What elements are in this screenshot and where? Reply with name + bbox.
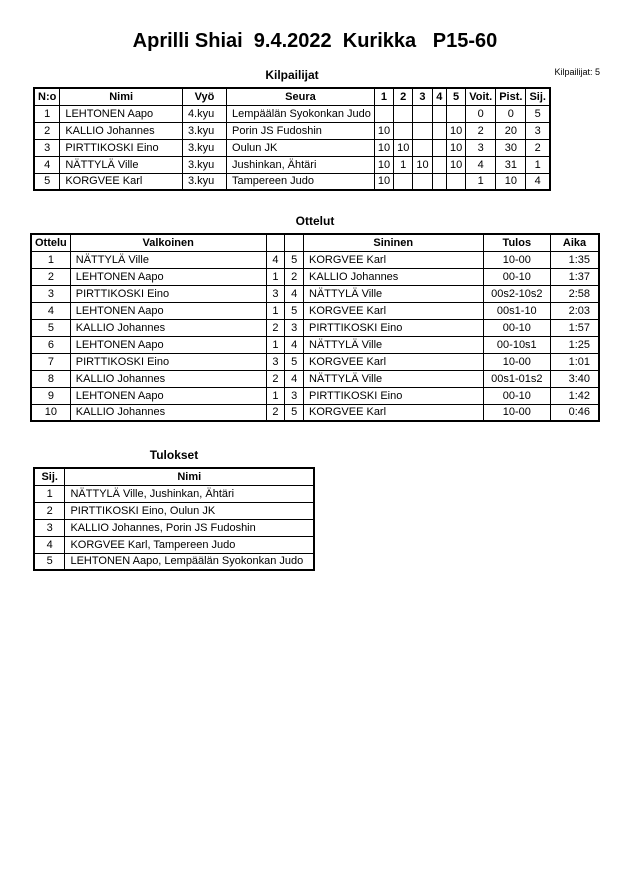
table-cell: 2 [266, 319, 285, 336]
col-header-nimi: Nimi [65, 468, 314, 485]
table-cell [432, 156, 446, 173]
table-cell: 1 [266, 336, 285, 353]
table-cell: 3 [34, 139, 60, 156]
table-cell: 10 [446, 139, 465, 156]
table-cell: NÄTTYLÄ Ville [70, 251, 266, 268]
table-cell: 10 [374, 173, 393, 190]
table-cell: 00s2-10s2 [483, 285, 551, 302]
table-cell: LEHTONEN Aapo [60, 105, 183, 122]
table-row [31, 353, 599, 370]
table-cell: KORGVEE Karl [304, 353, 484, 370]
table-cell: KALLIO Johannes [70, 370, 266, 387]
table-cell: 4 [526, 173, 550, 190]
table-row [31, 285, 599, 302]
tulokset-table-body [34, 485, 314, 570]
table-cell [413, 122, 432, 139]
kilpailijat-table-body [34, 105, 550, 190]
competitors-count-label: Kilpailijat: 5 [554, 67, 600, 77]
table-cell: 4 [285, 336, 304, 353]
table-row [31, 302, 599, 319]
table-cell: 2 [266, 404, 285, 421]
tulokset-table-header [34, 468, 314, 485]
table-cell: 10 [374, 156, 393, 173]
section-tulokset [33, 448, 315, 571]
col-header-sij: Sij. [526, 88, 550, 105]
table-cell: 3.kyu [182, 173, 226, 190]
table-cell: NÄTTYLÄ Ville [304, 370, 484, 387]
table-cell: 3:40 [551, 370, 599, 387]
table-cell: LEHTONEN Aapo [70, 387, 266, 404]
table-cell: KORGVEE Karl [60, 173, 183, 190]
table-cell: 4 [266, 251, 285, 268]
col-header-white-no [266, 234, 285, 251]
kilpailijat-table [33, 87, 551, 191]
table-cell: KORGVEE Karl [304, 251, 484, 268]
table-cell: 00-10s1 [483, 336, 551, 353]
table-cell: KORGVEE Karl [304, 302, 484, 319]
table-row [31, 319, 599, 336]
table-cell: 10 [31, 404, 70, 421]
table-cell: 2 [285, 268, 304, 285]
table-cell: 5 [31, 319, 70, 336]
table-cell: KORGVEE Karl, Tampereen Judo [65, 536, 314, 553]
table-row [31, 336, 599, 353]
table-cell: 2 [526, 139, 550, 156]
ottelut-heading: Ottelut [295, 214, 335, 228]
section-kilpailijat [33, 68, 551, 191]
table-row [31, 268, 599, 285]
table-cell: PIRTTIKOSKI Eino [70, 353, 266, 370]
table-cell: 1 [34, 485, 65, 502]
table-cell: 1:01 [551, 353, 599, 370]
table-cell: 4 [34, 536, 65, 553]
table-cell: Jushinkan, Ähtäri [227, 156, 375, 173]
table-row [31, 404, 599, 421]
table-cell: 3 [285, 319, 304, 336]
table-row [34, 485, 314, 502]
table-cell: 1 [266, 268, 285, 285]
col-header-2: 2 [394, 88, 413, 105]
table-cell: 1 [466, 173, 496, 190]
table-cell [446, 173, 465, 190]
table-row [34, 156, 550, 173]
col-header-vyo: Vyö [182, 88, 226, 105]
header-row [31, 234, 599, 251]
table-cell: NÄTTYLÄ Ville [60, 156, 183, 173]
col-header-seura: Seura [227, 88, 375, 105]
table-cell: 4 [34, 156, 60, 173]
col-header-sininen: Sininen [304, 234, 484, 251]
table-row [34, 105, 550, 122]
table-cell: 8 [31, 370, 70, 387]
table-cell: 4.kyu [182, 105, 226, 122]
table-cell: 4 [466, 156, 496, 173]
table-cell [394, 173, 413, 190]
col-header-blue-no [285, 234, 304, 251]
table-cell: LEHTONEN Aapo, Lempäälän Syokonkan Judo [65, 553, 314, 570]
table-row [34, 502, 314, 519]
table-cell [432, 173, 446, 190]
table-cell: 5 [285, 251, 304, 268]
table-cell: 0 [496, 105, 526, 122]
table-cell: 4 [285, 370, 304, 387]
table-cell: 2 [466, 122, 496, 139]
table-cell: NÄTTYLÄ Ville, Jushinkan, Ähtäri [65, 485, 314, 502]
table-cell [413, 139, 432, 156]
table-cell: 10 [413, 156, 432, 173]
table-row [34, 139, 550, 156]
table-cell: 7 [31, 353, 70, 370]
table-cell [432, 122, 446, 139]
table-cell [394, 105, 413, 122]
table-row [34, 519, 314, 536]
table-cell: 3 [266, 285, 285, 302]
col-header-aika: Aika [551, 234, 599, 251]
table-cell: 6 [31, 336, 70, 353]
table-cell: 00-10 [483, 387, 551, 404]
table-cell: 5 [34, 553, 65, 570]
table-cell: LEHTONEN Aapo [70, 302, 266, 319]
table-cell: 1 [394, 156, 413, 173]
kilpailijat-table-header [34, 88, 550, 105]
table-cell [394, 122, 413, 139]
table-cell: PIRTTIKOSKI Eino, Oulun JK [65, 502, 314, 519]
header-row [34, 88, 550, 105]
table-cell: 2:58 [551, 285, 599, 302]
table-cell: 3 [285, 387, 304, 404]
table-cell: PIRTTIKOSKI Eino [304, 319, 484, 336]
table-cell: Oulun JK [227, 139, 375, 156]
table-cell: 00-10 [483, 319, 551, 336]
table-cell: 10 [394, 139, 413, 156]
ottelut-table [30, 233, 600, 422]
table-cell: NÄTTYLÄ Ville [304, 285, 484, 302]
table-cell: 5 [285, 302, 304, 319]
table-cell: Porin JS Fudoshin [227, 122, 375, 139]
table-cell: Tampereen Judo [227, 173, 375, 190]
table-cell: 10-00 [483, 353, 551, 370]
table-row [31, 370, 599, 387]
col-header-tulos: Tulos [483, 234, 551, 251]
table-cell: 00s1-01s2 [483, 370, 551, 387]
table-cell: 31 [496, 156, 526, 173]
tulokset-heading: Tulokset [149, 448, 199, 462]
header-row [34, 468, 314, 485]
table-cell: 5 [34, 173, 60, 190]
table-cell: 2:03 [551, 302, 599, 319]
table-cell: 3.kyu [182, 139, 226, 156]
table-cell: 3 [31, 285, 70, 302]
ottelut-table-body [31, 251, 599, 421]
table-cell: 1:35 [551, 251, 599, 268]
table-row [34, 122, 550, 139]
table-cell: PIRTTIKOSKI Eino [60, 139, 183, 156]
table-cell: 0 [466, 105, 496, 122]
table-cell [413, 105, 432, 122]
table-cell: 30 [496, 139, 526, 156]
col-header-nimi: Nimi [60, 88, 183, 105]
table-row [31, 387, 599, 404]
ottelut-table-header [31, 234, 599, 251]
table-cell: 1:42 [551, 387, 599, 404]
table-cell: 00s1-10 [483, 302, 551, 319]
table-row [34, 553, 314, 570]
table-row [34, 173, 550, 190]
table-row [34, 536, 314, 553]
col-header-sij: Sij. [34, 468, 65, 485]
kilpailijat-heading: Kilpailijat [265, 68, 319, 82]
table-cell: 10 [446, 122, 465, 139]
col-header-5: 5 [446, 88, 465, 105]
table-cell: 2 [31, 268, 70, 285]
table-cell: 9 [31, 387, 70, 404]
table-cell: 1:37 [551, 268, 599, 285]
col-header-valkoinen: Valkoinen [70, 234, 266, 251]
table-cell: 2 [266, 370, 285, 387]
table-cell [432, 105, 446, 122]
table-cell: 1 [31, 251, 70, 268]
page-title: Aprilli Shiai 9.4.2022 Kurikka P15-60 [132, 30, 498, 52]
table-cell: 3 [34, 519, 65, 536]
table-cell: 5 [526, 105, 550, 122]
table-cell: 10 [374, 139, 393, 156]
table-cell [413, 173, 432, 190]
table-cell: PIRTTIKOSKI Eino [70, 285, 266, 302]
col-header-ottelu: Ottelu [31, 234, 70, 251]
table-cell [432, 139, 446, 156]
col-header-1: 1 [374, 88, 393, 105]
table-cell: LEHTONEN Aapo [70, 336, 266, 353]
col-header-no: N:o [34, 88, 60, 105]
table-cell: NÄTTYLÄ Ville [304, 336, 484, 353]
table-cell: LEHTONEN Aapo [70, 268, 266, 285]
table-cell: 00-10 [483, 268, 551, 285]
table-cell: 10 [446, 156, 465, 173]
section-ottelut [30, 214, 600, 422]
tulokset-table [33, 467, 315, 571]
table-cell: 5 [285, 353, 304, 370]
table-cell: 0:46 [551, 404, 599, 421]
table-cell [374, 105, 393, 122]
table-cell: 3.kyu [182, 122, 226, 139]
table-cell: 3 [526, 122, 550, 139]
table-cell: 1 [266, 302, 285, 319]
table-cell: 4 [285, 285, 304, 302]
table-cell: 1 [526, 156, 550, 173]
col-header-3: 3 [413, 88, 432, 105]
table-cell: 2 [34, 502, 65, 519]
table-cell: 1 [266, 387, 285, 404]
table-cell: 10 [496, 173, 526, 190]
table-cell: 4 [31, 302, 70, 319]
table-cell: 3 [266, 353, 285, 370]
table-cell: PIRTTIKOSKI Eino [304, 387, 484, 404]
table-cell: 1:57 [551, 319, 599, 336]
table-cell: KALLIO Johannes [304, 268, 484, 285]
table-cell: KORGVEE Karl [304, 404, 484, 421]
table-cell: 10-00 [483, 404, 551, 421]
table-cell: 10-00 [483, 251, 551, 268]
table-cell: 10 [374, 122, 393, 139]
table-cell: KALLIO Johannes [70, 319, 266, 336]
table-cell: 1 [34, 105, 60, 122]
col-header-pist: Pist. [496, 88, 526, 105]
table-cell: KALLIO Johannes [70, 404, 266, 421]
table-row [31, 251, 599, 268]
table-cell [446, 105, 465, 122]
table-cell: KALLIO Johannes [60, 122, 183, 139]
table-cell: 2 [34, 122, 60, 139]
table-cell: KALLIO Johannes, Porin JS Fudoshin [65, 519, 314, 536]
table-cell: Lempäälän Syokonkan Judo [227, 105, 375, 122]
table-cell: 5 [285, 404, 304, 421]
table-cell: 3.kyu [182, 156, 226, 173]
table-cell: 20 [496, 122, 526, 139]
table-cell: 3 [466, 139, 496, 156]
table-cell: 1:25 [551, 336, 599, 353]
col-header-voit: Voit. [466, 88, 496, 105]
col-header-4: 4 [432, 88, 446, 105]
